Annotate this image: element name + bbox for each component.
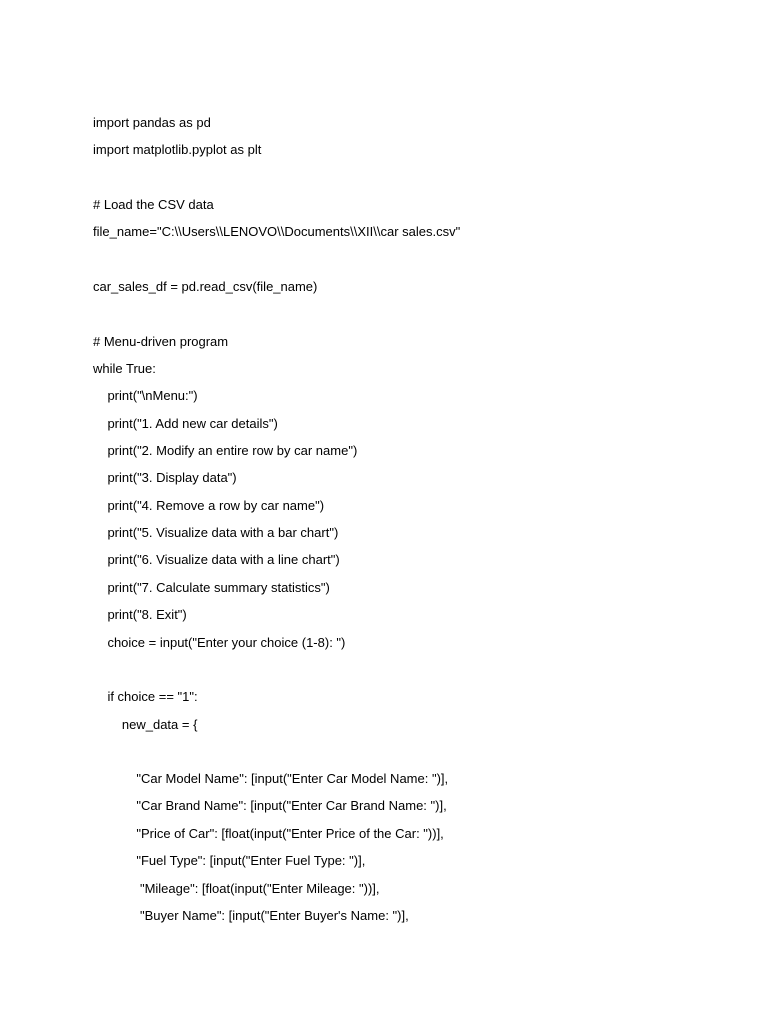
code-line: print("5. Visualize data with a bar chart") (93, 525, 339, 540)
code-line: print("2. Modify an entire row by car name") (93, 443, 358, 458)
code-line: import pandas as pd (93, 115, 211, 130)
code-line: "Price of Car": [float(input("Enter Price of the Car: "))], (93, 826, 444, 841)
code-line: car_sales_df = pd.read_csv(file_name) (93, 279, 318, 294)
code-line: if choice == "1": (93, 689, 198, 704)
code-line: print("1. Add new car details") (93, 416, 278, 431)
code-line: print("7. Calculate summary statistics") (93, 580, 330, 595)
code-line: "Mileage": [float(input("Enter Mileage: "))], (93, 881, 380, 896)
code-line: print("8. Exit") (93, 607, 187, 622)
code-line: print("\nMenu:") (93, 388, 198, 403)
code-comment: # Menu-driven program (93, 334, 229, 349)
code-line: print("4. Remove a row by car name") (93, 498, 325, 513)
code-line: "Buyer Name": [input("Enter Buyer's Name: ")], (93, 908, 409, 923)
code-line: "Car Model Name": [input("Enter Car Model Name: ")], (93, 771, 449, 786)
code-line: "Fuel Type": [input("Enter Fuel Type: ")], (93, 853, 366, 868)
code-line: print("6. Visualize data with a line chart") (93, 552, 340, 567)
code-line: "Car Brand Name": [input("Enter Car Brand Name: ")], (93, 798, 447, 813)
code-line: import matplotlib.pyplot as plt (93, 142, 262, 157)
code-line: while True: (93, 361, 156, 376)
code-line: new_data = { (93, 717, 198, 732)
code-line: choice = input("Enter your choice (1-8): ") (93, 635, 346, 650)
code-comment: # Load the CSV data (93, 197, 214, 212)
code-line: file_name="C:\\Users\\LENOVO\\Documents\\XII\\car sales.csv" (93, 224, 461, 239)
code-line: print("3. Display data") (93, 470, 237, 485)
